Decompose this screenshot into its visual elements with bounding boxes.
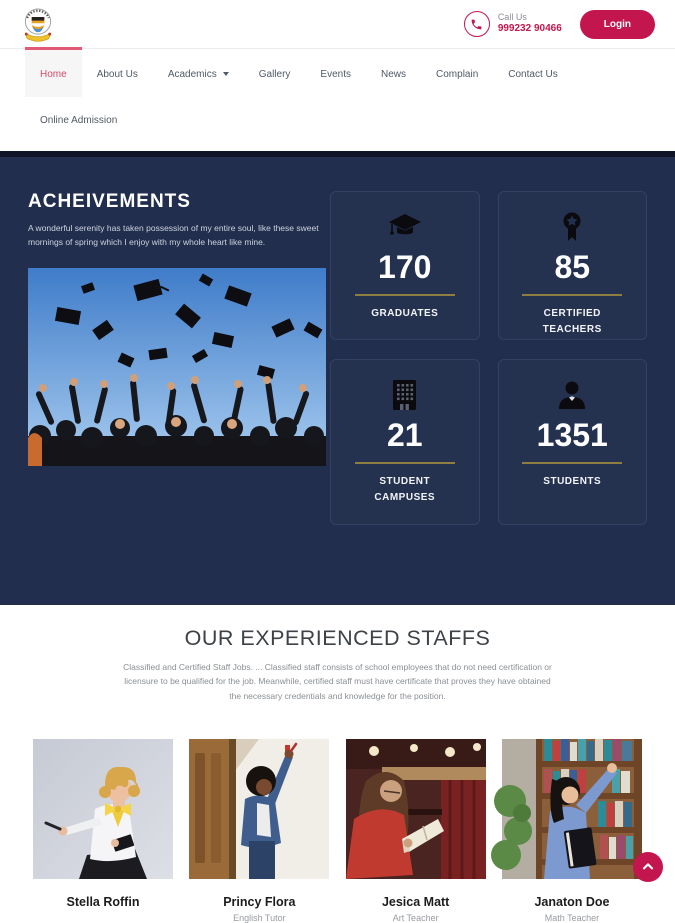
staff-photo <box>189 739 329 879</box>
stat-card-graduates <box>330 191 480 340</box>
staff-role: Math Teacher <box>544 913 600 923</box>
achievements-description: A wonderful serenity has taken possession of my entire soul, like these sweet mornings of spring which I enjoy with my whole heart like mine. <box>28 223 319 247</box>
nav-item-news[interactable]: News <box>381 68 407 80</box>
stat-label: GRADUATES <box>371 308 439 319</box>
nav-item-online-admission[interactable]: Online Admission <box>40 114 118 126</box>
nav-item-complain[interactable]: Complain <box>436 68 479 80</box>
nav-item-contact-us[interactable]: Contact Us <box>508 68 558 80</box>
nav-row-secondary <box>25 99 650 141</box>
stats-grid <box>330 191 647 605</box>
staff-name: Princy Flora <box>223 895 296 910</box>
staff-photo <box>33 739 173 879</box>
staff-role: English Tutor <box>233 913 286 923</box>
chevron-down-icon <box>223 72 229 76</box>
phone-number[interactable]: 999232 90466 <box>497 23 562 35</box>
staff-section <box>0 605 675 923</box>
scroll-to-top-button[interactable] <box>633 852 663 882</box>
chevron-up-icon <box>640 859 656 875</box>
user-icon <box>556 378 588 412</box>
achievements-section <box>0 151 675 605</box>
stat-value: 170 <box>378 249 432 285</box>
staff-member-janaton-doe <box>502 739 642 923</box>
staff-name: Stella Roffin <box>66 895 140 910</box>
staff-photo <box>346 739 486 879</box>
staff-title: OUR EXPERIENCED STAFFS <box>184 626 491 650</box>
gold-divider <box>522 462 622 464</box>
nav-row-primary <box>25 49 650 99</box>
gold-divider <box>355 462 455 464</box>
nav-item-academics[interactable] <box>153 49 244 99</box>
graduation-cap-icon <box>388 210 422 244</box>
stat-label: STUDENT CAMPUSES <box>374 476 436 503</box>
award-ribbon-icon <box>561 210 583 244</box>
staff-row <box>0 739 675 923</box>
nav-item-academics-label: Academics <box>167 68 217 80</box>
nav-item-about-us[interactable]: About Us <box>96 68 138 80</box>
call-us-label: Call Us <box>497 12 527 23</box>
phone-icon <box>464 11 490 37</box>
login-button[interactable]: Login <box>580 10 655 39</box>
gold-divider <box>522 294 622 296</box>
header <box>0 0 675 48</box>
gold-divider <box>355 294 455 296</box>
staff-name: Janaton Doe <box>534 895 610 910</box>
achievements-title: ACHEIVEMENTS <box>28 191 191 212</box>
staff-photo <box>502 739 642 879</box>
staff-member-jesica-matt <box>346 739 486 923</box>
stat-card-student-campuses <box>330 359 480 525</box>
stat-value: 85 <box>554 249 591 285</box>
building-icon <box>391 378 418 412</box>
staff-name: Jesica Matt <box>381 895 450 910</box>
stat-card-students <box>498 359 648 525</box>
stat-value: 1351 <box>536 417 608 453</box>
nav-item-home[interactable]: Home <box>25 47 82 97</box>
nav-item-events[interactable]: Events <box>320 68 351 80</box>
staff-role: Art Teacher <box>392 913 439 923</box>
staff-member-princy-flora <box>189 739 329 923</box>
graduation-photo <box>28 268 326 466</box>
staff-member-stella-roffin <box>33 739 173 923</box>
stat-label: STUDENTS <box>543 476 602 487</box>
stat-value: 21 <box>386 417 423 453</box>
school-crest-logo[interactable] <box>20 6 56 46</box>
main-nav <box>0 48 675 151</box>
stat-card-certified-teachers <box>498 191 648 340</box>
call-us-block <box>464 11 562 37</box>
nav-item-gallery[interactable]: Gallery <box>258 68 291 80</box>
staff-description: Classified and Certified Staff Jobs. ... Classified staff consists of school employees that do not need certification or licensure to be qualified for the job. Meanwhile, certified staff must have certificate that proves they have obtained the necessary credentials and knowledge for the position. <box>123 662 552 701</box>
stat-label: CERTIFIED TEACHERS <box>542 308 602 335</box>
